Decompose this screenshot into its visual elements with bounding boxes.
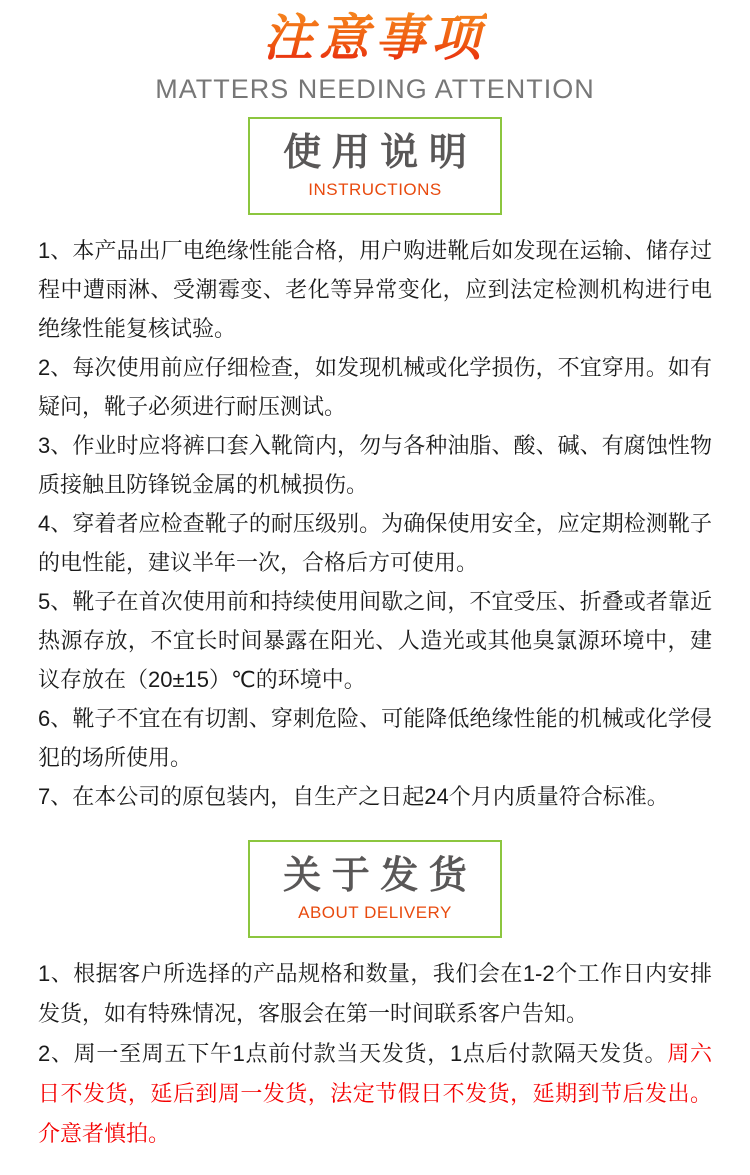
page-title: 注意事项 xyxy=(263,10,487,66)
instructions-heading-box xyxy=(248,117,502,215)
delivery-heading-cn: 关 于 发 货 xyxy=(283,854,467,897)
instruction-item-1: 1、本产品出厂电绝缘性能合格，用户购进靴后如发现在运输、储存过程中遭雨淋、受潮霉变、老化等异常变化，应到法定检测机构进行电绝缘性能复核试验。 xyxy=(38,237,712,341)
delivery-item-2 xyxy=(38,1034,712,1154)
instruction-item-7: 7、在本公司的原包装内，自生产之日起24个月内质量符合标准。 xyxy=(38,783,669,809)
delivery-item-1-text: 1、根据客户所选择的产品规格和数量，我们会在1-2个工作日内安排发货，如有特殊情况，客服会在第一时间联系客户告知。 xyxy=(38,960,712,1026)
page-subtitle: MATTERS NEEDING ATTENTION xyxy=(155,73,595,104)
page-header xyxy=(0,0,750,105)
delivery-item-2-warning-text: 周六日不发货，延后到周一发货，法定节假日不发货，延期到节后发出。介意者慎拍。 xyxy=(38,1040,712,1146)
delivery-heading-en: ABOUT DELIVERY xyxy=(298,902,452,922)
instruction-item-4: 4、穿着者应检查靴子的耐压级别。为确保使用安全，应定期检测靴子的电性能，建议半年一次，合格后方可使用。 xyxy=(38,510,712,575)
delivery-heading-box xyxy=(248,840,502,938)
instructions-heading-en: INSTRUCTIONS xyxy=(308,179,442,199)
instruction-item-3: 3、作业时应将裤口套入靴筒内，勿与各种油脂、酸、碱、有腐蚀性物质接触且防锋锐金属的机械损伤。 xyxy=(38,432,712,497)
instructions-list xyxy=(0,231,750,816)
delivery-item-1 xyxy=(38,954,712,1034)
delivery-list xyxy=(0,954,750,1154)
instruction-item-6: 6、靴子不宜在有切割、穿刺危险、可能降低绝缘性能的机械或化学侵犯的场所使用。 xyxy=(38,705,712,770)
delivery-item-2-text: 2、周一至周五下午1点前付款当天发货，1点后付款隔天发货。 xyxy=(38,1040,668,1066)
instructions-heading-cn: 使 用 说 明 xyxy=(283,131,467,174)
instruction-item-5: 5、靴子在首次使用前和持续使用间歇之间，不宜受压、折叠或者靠近热源存放，不宜长时间暴露在阳光、人造光或其他臭氯源环境中，建议存放在（20±15）℃的环境中。 xyxy=(38,588,712,692)
instruction-item-2: 2、每次使用前应仔细检查，如发现机械或化学损伤，不宜穿用。如有疑问，靴子必须进行耐压测试。 xyxy=(38,354,712,419)
